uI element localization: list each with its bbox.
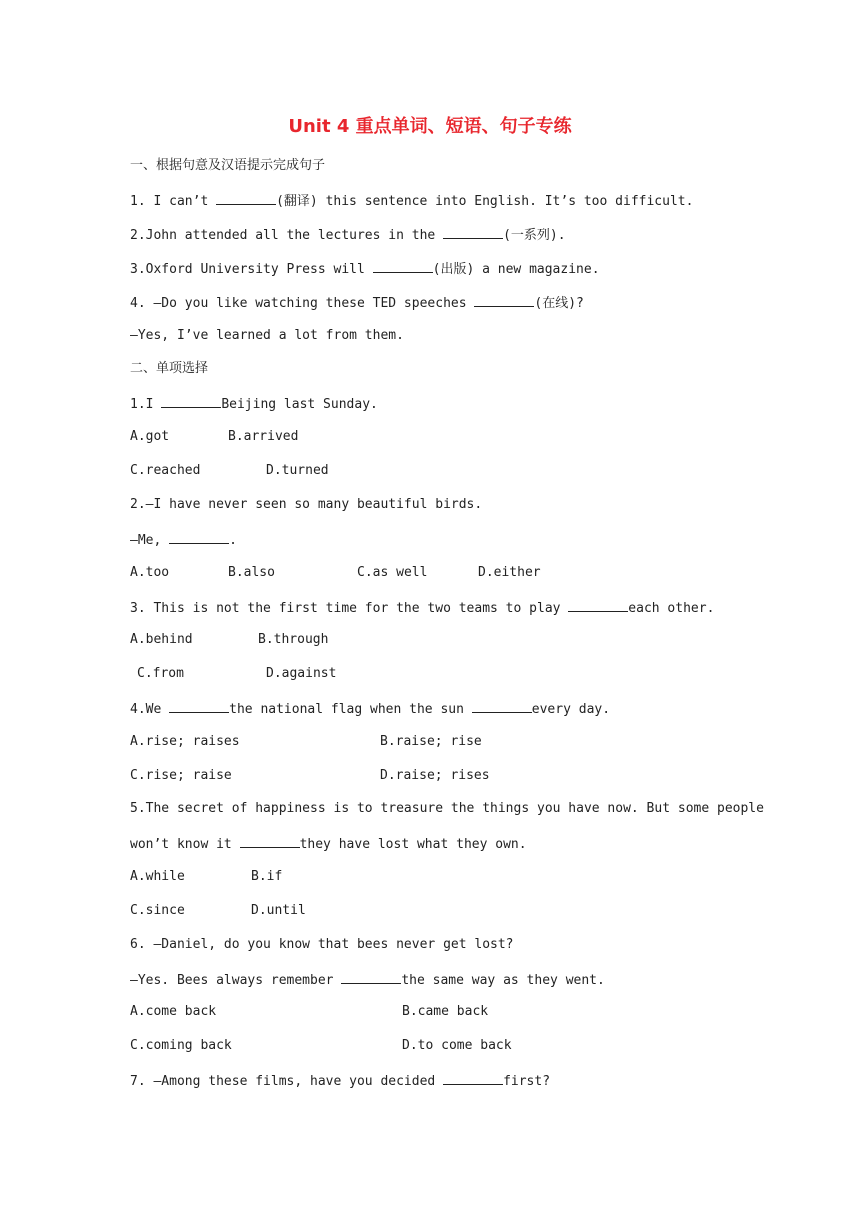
mc-question-6: 6. —Daniel, do you know that bees never get lost? [130,937,514,952]
fill-question-1 [130,190,693,212]
mc-2-option-d: D.either [478,565,541,580]
mc-5-option-c: C.since [130,903,185,918]
mc-1-option-b: B.arrived [228,429,299,444]
question-text: first? [503,1074,551,1089]
mc-question-4 [130,698,610,720]
question-text: . [229,533,237,548]
question-text: 2.John attended all the lectures in the [130,228,444,243]
mc-1-option-a: A.got [130,429,170,444]
mc-5-option-a: A.while [130,869,185,884]
mc-2-option-b: B.also [228,565,275,580]
mc-question-5: 5.The secret of happiness is to treasure the things you have now. But some people [130,801,764,816]
mc-5-option-b: B.if [251,869,283,884]
mc-6-option-b: B.came back [402,1004,489,1019]
fill-question-4-reply: —Yes, I’ve learned a lot from them. [130,328,404,343]
mc-3-option-d: D.against [266,666,337,681]
answer-blank [474,292,534,307]
answer-blank [568,597,628,612]
answer-blank [169,698,229,713]
question-text: 3. This is not the first time for the two teams to play [130,601,569,616]
mc-6-option-d: D.to come back [402,1038,512,1053]
mc-1-option-d: D.turned [266,463,329,478]
mc-4-option-c: C.rise; raise [130,768,232,783]
answer-blank [161,393,221,408]
answer-blank [373,258,433,273]
question-text: 3.Oxford University Press will [130,262,373,277]
question-text: the same way as they went. [401,973,605,988]
answer-blank [216,190,276,205]
mc-3-option-c: C.from [137,666,184,681]
question-text: 1.I [130,397,162,412]
section-2-heading: 二、单项选择 [130,361,209,376]
section-1-heading: 一、根据句意及汉语提示完成句子 [130,158,326,173]
fill-question-2 [130,224,566,246]
answer-blank [443,224,503,239]
mc-question-2-reply [130,529,237,551]
mc-5-option-d: D.until [251,903,306,918]
mc-2-option-a: A.too [130,565,170,580]
question-text: they have lost what they own. [299,837,527,852]
answer-blank [341,969,401,984]
mc-6-option-c: C.coming back [130,1038,232,1053]
question-text: (在线)? [534,296,584,311]
mc-question-1 [130,393,378,415]
mc-question-7 [130,1070,550,1092]
fill-question-4 [130,292,584,314]
question-text: Beijing last Sunday. [221,397,378,412]
question-text: —Me, [130,533,170,548]
mc-3-option-b: B.through [258,632,329,647]
mc-1-option-c: C.reached [130,463,201,478]
mc-question-6-reply [130,969,605,991]
mc-4-option-a: A.rise; raises [130,734,240,749]
mc-2-option-c: C.as well [357,565,428,580]
question-text: —Yes. Bees always remember [130,973,342,988]
mc-4-option-b: B.raise; rise [380,734,482,749]
mc-question-3 [130,597,714,619]
question-text: (翻译) this sentence into English. It’s too difficult. [276,194,694,209]
question-text: 7. —Among these films, have you decided [130,1074,444,1089]
question-text: the national flag when the sun [229,702,472,717]
question-text: 4. —Do you like watching these TED speeches [130,296,475,311]
answer-blank [240,833,300,848]
question-text: 1. I can’t [130,194,217,209]
answer-blank [169,529,229,544]
mc-question-2: 2.—I have never seen so many beautiful birds. [130,497,483,512]
question-text: each other. [628,601,715,616]
mc-6-option-a: A.come back [130,1004,217,1019]
fill-question-3 [130,258,600,280]
mc-3-option-a: A.behind [130,632,193,647]
answer-blank [472,698,532,713]
question-text: (出版) a new magazine. [432,262,600,277]
question-text: won’t know it [130,837,240,852]
mc-4-option-d: D.raise; rises [380,768,490,783]
answer-blank [443,1070,503,1085]
page-title: Unit 4 重点单词、短语、句子专练 [288,116,572,137]
question-text: 4.We [130,702,170,717]
question-text: every day. [531,702,611,717]
question-text: (一系列). [503,228,566,243]
mc-question-5-cont [130,833,527,855]
